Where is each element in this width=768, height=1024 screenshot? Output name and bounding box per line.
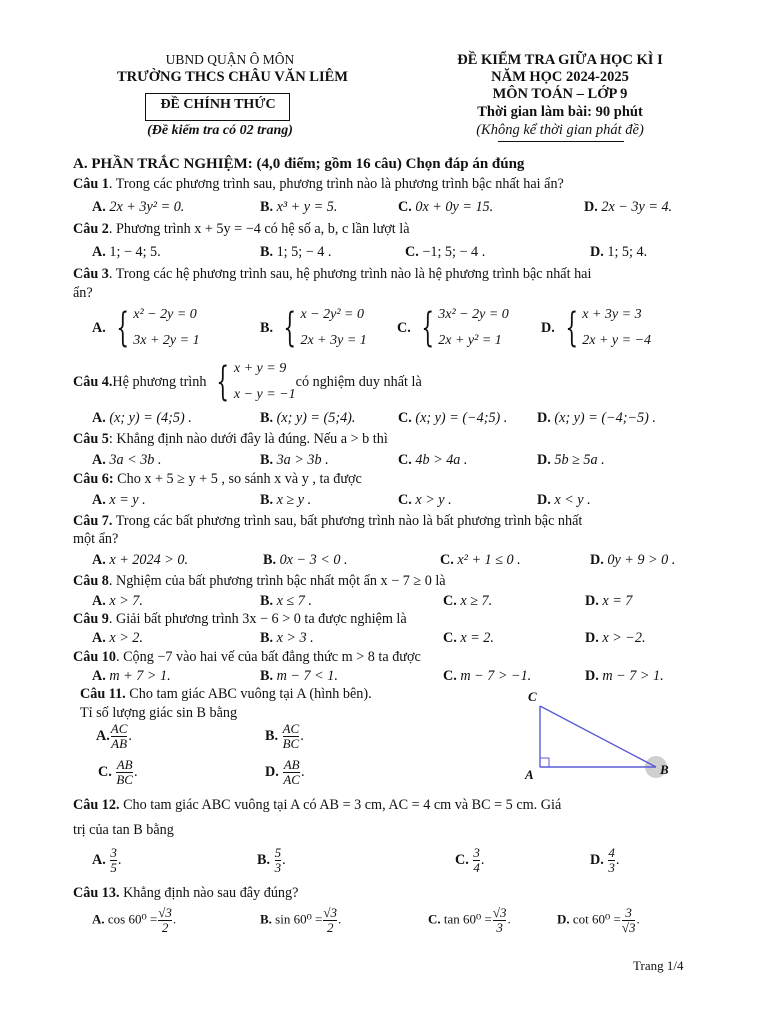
q10-option-b[interactable]: B. m − 7 < 1. [260,668,338,684]
section-a-title: A. PHẦN TRẮC NGHIỆM: (4,0 điểm; gồm 16 câu) Chọn đáp án đúng [73,156,525,172]
question-6: Câu 6: Cho x + 5 ≥ y + 5 , so sánh x và y , ta được [73,471,362,487]
q7-option-a[interactable]: A. x + 2024 > 0. [92,552,188,568]
question-11-cont: Tỉ số lượng giác sin B bằng [80,705,238,721]
question-10: Câu 10. Cộng −7 vào hai vế của bất đẳng thức m > 8 ta được [73,649,421,665]
question-11: Câu 11. Cho tam giác ABC vuông tại A (hình bên). [80,686,372,702]
page-number: Trang 1/4 [633,958,684,973]
question-13: Câu 13. Khẳng định nào sau đây đúng? [73,885,299,901]
q9-option-b[interactable]: B. x > 3 . [260,630,314,646]
school-district: UBND QUẬN Ô MÔN [165,52,295,67]
q11-option-a[interactable]: A. $\frac{AC}{AB}$ . [96,721,132,751]
q7-option-c[interactable]: C. x² + 1 ≤ 0 . [440,552,521,568]
official-label: ĐỀ CHÍNH THỨC [160,97,276,112]
q1-option-d[interactable]: D. 2x − 3y = 4. [584,199,673,215]
q6-option-a[interactable]: A. x = y . [92,492,146,508]
q12-option-a[interactable]: A. $\frac{3}{5}$ . [92,845,122,875]
q3-option-b[interactable]: B. { x − 2y² = 0 2x + 3y = 1 [260,305,367,351]
question-2: Câu 2. Phương trình x + 5y = −4 có hệ số a, b, c lần lượt là [73,221,410,237]
q4-option-d[interactable]: D. (x; y) = (−4;−5) . [537,410,656,426]
q5-option-a[interactable]: A. 3a < 3b . [92,452,162,468]
q10-option-c[interactable]: C. m − 7 > −1. [443,668,532,684]
q12-option-d[interactable]: D. $\frac{4}{3}$ . [590,845,620,875]
q6-option-c[interactable]: C. x > y . [398,492,452,508]
q9-option-c[interactable]: C. x = 2. [443,630,494,646]
q8-option-d[interactable]: D. x = 7 [585,593,633,609]
q13-option-a[interactable]: A. cos 60⁰ = $\frac{√3}{2}$ . [92,905,177,935]
q11-option-c[interactable]: C. $\frac{AB}{BC}$ . [98,757,138,787]
q7-option-b[interactable]: B. 0x − 3 < 0 . [263,552,348,568]
q6-option-b[interactable]: B. x ≥ y . [260,492,312,508]
question-12: Câu 12. Cho tam giác ABC vuông tại A có AB = 3 cm, AC = 4 cm và BC = 5 cm. Giá [73,797,562,813]
exam-title: ĐỀ KIỂM TRA GIỮA HỌC KÌ I [457,52,663,68]
question-4: Câu 4. Hệ phương trình { x + y = 9 x − y = −1 có nghiệm duy nhất là [73,359,422,405]
q13-option-c[interactable]: C. tan 60⁰ = $\frac{√3}{3}$ . [428,905,511,935]
vertex-a-label: A [525,767,534,782]
q4-option-a[interactable]: A. (x; y) = (4;5) . [92,410,192,426]
q3-option-a[interactable]: A. { x² − 2y = 0 3x + 2y = 1 [92,305,200,351]
q1-label: Câu 1 [73,176,109,192]
q2-option-c[interactable]: C. −1; 5; − 4 . [405,244,486,260]
q8-option-c[interactable]: C. x ≥ 7. [443,593,493,609]
q1-text: . Trong các phương trình sau, phương trình nào là phương trình bậc nhất hai ẩn? [108,176,564,192]
q6-option-d[interactable]: D. x < y . [537,492,591,508]
school-year: NĂM HỌC 2024-2025 [491,69,629,85]
q11-option-d[interactable]: D. $\frac{AB}{AC}$ . [265,757,305,787]
q11-option-b[interactable]: B. $\frac{AC}{BC}$ . [265,721,304,751]
question-9: Câu 9. Giải bất phương trình 3x − 6 > 0 ta được nghiệm là [73,611,407,627]
pages-note: (Đề kiểm tra có 02 trang) [147,123,293,138]
q4-option-c[interactable]: C. (x; y) = (−4;5) . [398,410,508,426]
q2-option-b[interactable]: B. 1; 5; − 4 . [260,244,332,260]
q2-option-d[interactable]: D. 1; 5; 4. [590,244,648,260]
q10-option-d[interactable]: D. m − 7 > 1. [585,668,664,684]
question-7-cont: một ẩn? [73,531,119,547]
q9-option-a[interactable]: A. x > 2. [92,630,143,646]
q1-option-a[interactable]: A. 2x + 3y² = 0. [92,199,185,215]
q10-option-a[interactable]: A. m + 7 > 1. [92,668,171,684]
q8-option-a[interactable]: A. x > 7. [92,593,143,609]
school-name: TRƯỜNG THCS CHÂU VĂN LIÊM [117,69,348,85]
q12-option-b[interactable]: B. $\frac{5}{3}$ . [257,845,286,875]
question-1 [73,176,564,193]
q5-option-d[interactable]: D. 5b ≥ 5a . [537,452,605,468]
question-7: Câu 7. Trong các bất phương trình sau, bất phương trình nào là bất phương trình bậc nhất [73,513,583,529]
q9-option-d[interactable]: D. x > −2. [585,630,646,646]
header-underline [498,141,624,142]
side-bc [540,706,656,767]
q5-option-b[interactable]: B. 3a > 3b . [260,452,329,468]
q13-option-d[interactable]: D. cot 60⁰ = $\frac{3}{√3}$ . [557,905,640,935]
vertex-c-label: C [528,689,537,704]
question-3-cont: ẩn? [73,285,93,301]
question-3: Câu 3. Trong các hệ phương trình sau, hệ phương trình nào là hệ phương trình bậc nhất hai [73,266,592,282]
q8-option-b[interactable]: B. x ≤ 7 . [260,593,312,609]
q3-option-d[interactable]: D. { x + 3y = 3 2x + y = −4 [541,305,652,351]
subject: MÔN TOÁN – LỚP 9 [492,86,628,102]
right-angle-mark [540,758,549,767]
exam-duration: Thời gian làm bài: 90 phút [477,104,643,120]
question-5: Câu 5: Khẳng định nào dưới đây là đúng. Nếu a > b thì [73,431,388,447]
q2-option-a[interactable]: A. 1; − 4; 5. [92,244,161,260]
question-12-cont: trị của tan B bằng [73,822,174,838]
duration-note: (Không kể thời gian phát đề) [476,122,644,138]
q5-option-c[interactable]: C. 4b > 4a . [398,452,468,468]
q12-option-c[interactable]: C. $\frac{3}{4}$ . [455,845,485,875]
question-8: Câu 8. Nghiệm của bất phương trình bậc nhất một ẩn x − 7 ≥ 0 là [73,573,446,589]
vertex-b-label: B [660,762,669,777]
q1-option-c[interactable]: C. 0x + 0y = 15. [398,199,494,215]
q13-option-b[interactable]: B. sin 60⁰ = $\frac{√3}{2}$ . [260,905,342,935]
q1-option-b[interactable]: B. x³ + y = 5. [260,199,338,215]
q3-option-c[interactable]: C. { 3x² − 2y = 0 2x + y² = 1 [397,305,509,351]
q7-option-d[interactable]: D. 0y + 9 > 0 . [590,552,676,568]
q4-option-b[interactable]: B. (x; y) = (5;4). [260,410,356,426]
